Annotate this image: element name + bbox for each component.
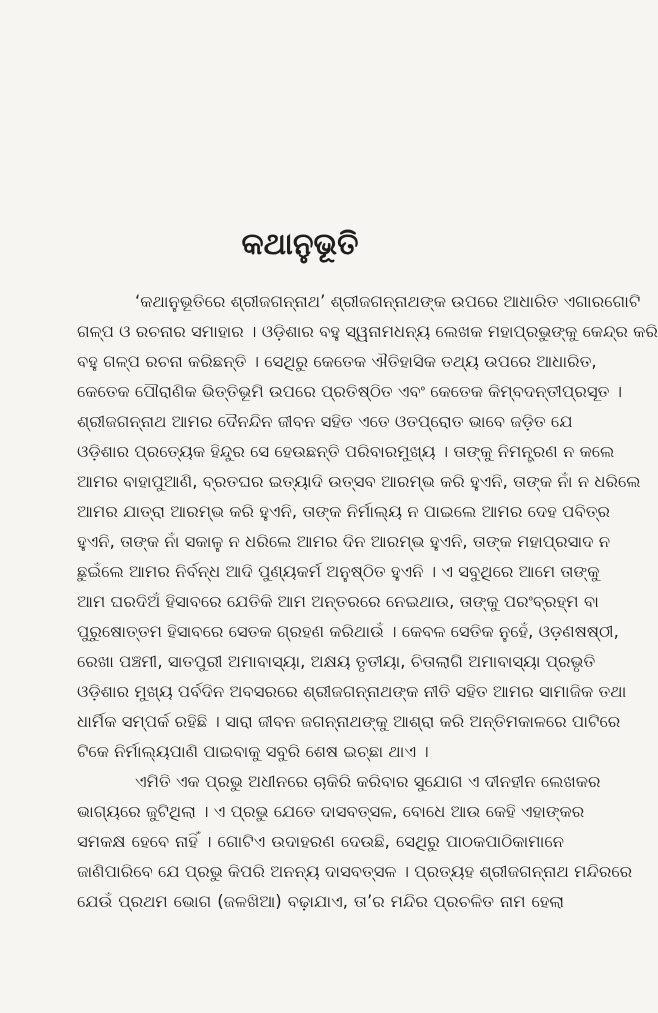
text-line: ଯେଉଁ ପ୍ରଥମ ଭୋଗ (ଜଳଖିଆ) ବଢ଼ାଯାଏ, ତା’ର ମନ୍ଦିର ପ୍ରଚଳିତ ନାମ ହେଲା <box>77 892 564 911</box>
chapter-title: କଥାନୁଭୂତି <box>241 227 359 262</box>
text-line: ଏମିତି ଏକ ପ୍ରଭୁ ଅଧୀନରେ ଚାକିରି କରିବାର ସୁଯୋଗ ଏ ଦୀନହୀନ ଲେଖକର <box>135 772 601 791</box>
text-line: ଧାର୍ମିକ ସମ୍ପର୍କ ରହିଛି । ସାରା ଜୀବନ ଜଗନ୍ନାଥଙ୍କୁ ଆଶ୍ରା କରି ଅନ୍ତିମକାଳରେ ପାଟିରେ <box>77 712 621 731</box>
text-line: ସମକକ୍ଷ ହେବେ ନାହିଁ । ଗୋଟିଏ ଉଦାହରଣ ଦେଉଛି, ସେଥିରୁ ପାଠକପାଠିକାମାନେ <box>77 832 564 851</box>
text-line: ବହୁ ଗଳ୍ପ ରଚନା କରିଛନ୍ତି । ସେଥିରୁ କେତେକ ଐତିହାସିକ ତଥ୍ୟ ଉପରେ ଆଧାରିତ, <box>77 352 597 371</box>
text-line: ଜାଣିପାରିବେ ଯେ ପ୍ରଭୁ କିପରି ଅନନ୍ୟ ଦାସବତ୍ସଳ । ପ୍ରତ୍ୟହ ଶ୍ରୀଜଗନ୍ନାଥ ମନ୍ଦିରରେ <box>77 862 633 881</box>
text-line: ଆମର ଯାତ୍ରା ଆରମ୍ଭ କରି ହୁଏନି, ତାଙ୍କ ନିର୍ମାଲ୍ୟ ନ ପାଇଲେ ଆମର ଦେହ ପବିତ୍ର <box>77 502 610 521</box>
text-line: ଭାଗ୍ୟରେ ଜୁଟିଥିଲା । ଏ ପ୍ରଭୁ ଯେତେ ଦାସବତ୍ସଳ, ବୋଧେ ଆଉ କେହି ଏହାଙ୍କର <box>77 802 585 821</box>
text-line: କେତେକ ପୌରାଣିକ ଭିତ୍ତିଭୂମି ଉପରେ ପ୍ରତିଷ୍ଠିତ ଏବଂ କେତେକ କିମ୍ବଦନ୍ତୀପ୍ରସୂତ । <box>77 382 623 401</box>
text-line: ହୁଏନି, ତାଙ୍କ ନାଁ ସକାଳୁ ନ ଧରିଲେ ଆମର ଦିନ ଆରମ୍ଭ ହୁଏନି, ତାଙ୍କ ମହାପ୍ରସାଦ ନ <box>77 532 611 551</box>
text-line: ଟିକେ ନିର୍ମାଲ୍ୟପାଣି ପାଇବାକୁ ସବୁରି ଶେଷ ଇଚ୍ଛା ଥାଏ । <box>77 742 429 761</box>
text-line: ଓଡ଼ିଶାର ପ୍ରତ୍ୟେକ ହିନ୍ଦୁର ସେ ହେଉଛନ୍ତି ପରିବାରମୁଖ୍ୟ । ତାଙ୍କୁ ନିମନ୍ତ୍ରଣ ନ କଲେ <box>77 442 615 461</box>
text-line: ଆମ ଘରଦିଅଁ ହିସାବରେ ଯେତିକି ଆମ ଅନ୍ତରରେ ନେଇଥାଉ, ତାଙ୍କୁ ପରଂବ୍ରହ୍ମ ବା <box>77 592 599 611</box>
text-line: ଶ୍ରୀଜଗନ୍ନାଥ ଆମର ଦୈନନ୍ଦିନ ଜୀବନ ସହିତ ଏତେ ଓତପ୍ରୋତ ଭାବେ ଜଡ଼ିତ ଯେ <box>77 412 573 431</box>
text-line: ‘କଥାନୁଭୂତିରେ ଶ୍ରୀଜଗନ୍ନାଥ’ ଶ୍ରୀଜଗନ୍ନାଥଙ୍କ ଉପରେ ଆଧାରିତ ଏଗାରଗୋଟି <box>135 292 641 311</box>
text-line: ରେଖା ପଞ୍ଚମୀ, ସାତପୁରୀ ଅମାବାସ୍ୟା, ଅକ୍ଷୟ ତୃତୀୟା, ଚିତାଲାଗି ଅମାବାସ୍ୟା ପ୍ରଭୃତି <box>77 652 596 671</box>
text-line: ଗଳ୍ପ ଓ ରଚନାର ସମାହାର । ଓଡ଼ିଶାର ବହୁ ସ୍ୱନାମଧନ୍ୟ ଲେଖକ ମହାପ୍ରଭୁଙ୍କୁ କେନ୍ଦ୍ର କରି <box>77 322 658 341</box>
body-text <box>77 287 658 917</box>
text-line: ଛୁଇଁଲେ ଆମର ନିର୍ବନ୍ଧ ଆଦି ପୁଣ୍ୟକର୍ମ ଅନୁଷ୍ଠିତ ହୁଏନି । ଏ ସବୁଥିରେ ଆମେ ତାଙ୍କୁ <box>77 562 600 581</box>
text-line: ଆମର ବାହାପୁଆଣି, ବ୍ରତଘର ଇତ୍ୟାଦି ଉତ୍ସବ ଆରମ୍ଭ କରି ହୁଏନି, ତାଙ୍କ ନାଁ ନ ଧରିଲେ <box>77 472 641 491</box>
text-line: ପୁରୁଷୋତ୍ତମ ହିସାବରେ ସେତକ ଗ୍ରହଣ କରିଥାଉଁ । କେବଳ ସେତିକ ନୁହେଁ, ଓଡ଼ଣଷଷ୍ଠୀ, <box>77 622 619 641</box>
text-line: ଓଡ଼ିଶାର ମୁଖ୍ୟ ପର୍ବଦିନ ଅବସରରେ ଶ୍ରୀଜଗନ୍ନାଥଙ୍କ ନୀତି ସହିତ ଆମର ସାମାଜିକ ତଥା <box>77 682 627 701</box>
